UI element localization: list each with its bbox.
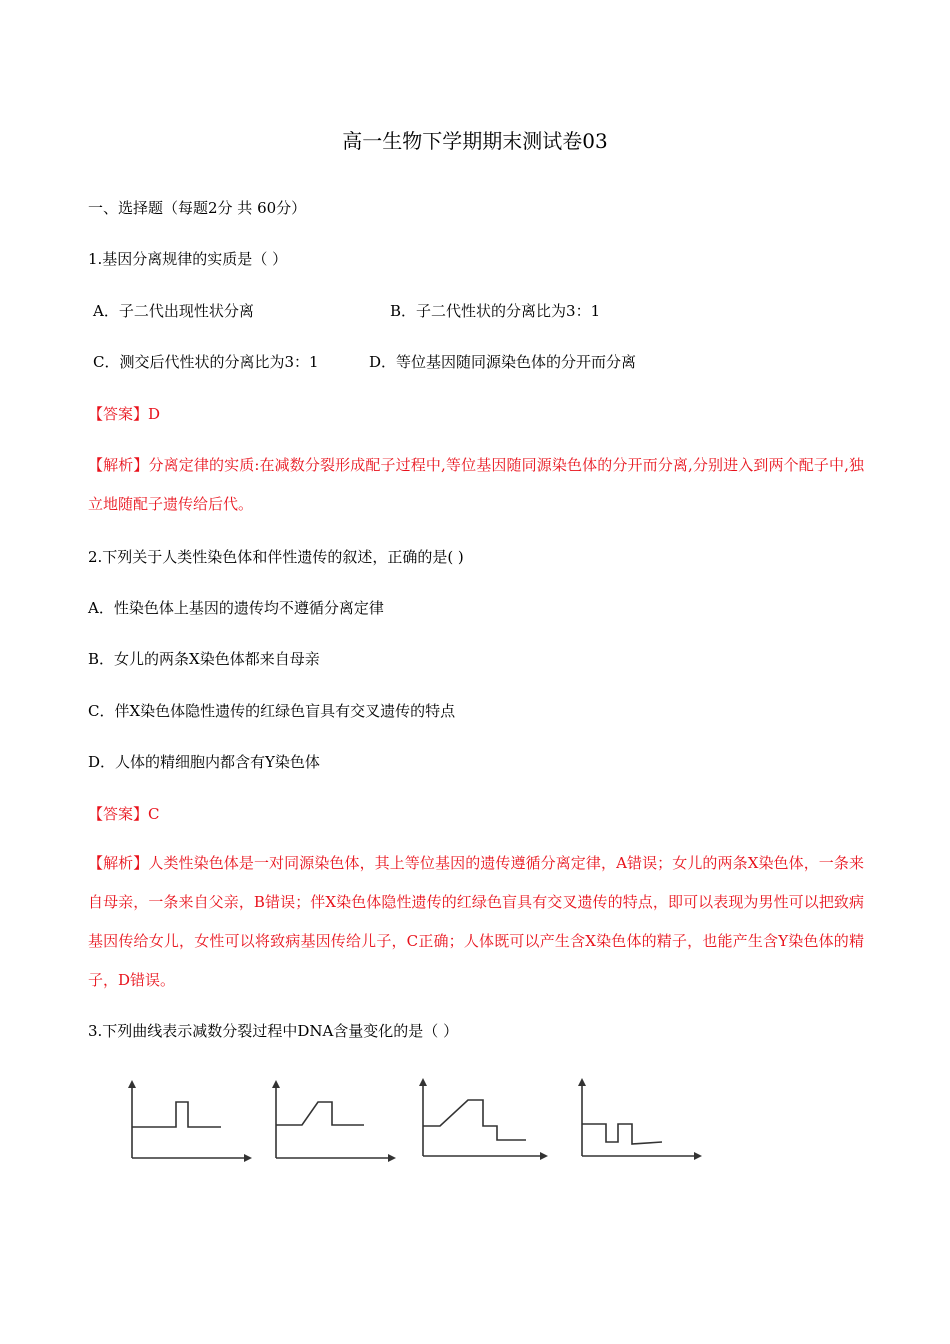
analysis-text: 分离定律的实质:在减数分裂形成配子过程中,等位基因随同源染色体的分开而分离,分别进入到两个配子中,独立地随配子遗传给后代。	[88, 456, 864, 513]
question-1-option-a: A．子二代出现性状分离	[93, 302, 254, 320]
section-heading: 一、选择题（每题2分 共 60分）	[88, 199, 307, 217]
dna-curve-figures	[126, 1072, 706, 1168]
question-2-stem: 2.下列关于人类性染色体和伴性遗传的叙述，正确的是( )	[88, 548, 464, 566]
question-1-answer: 【答案】D	[88, 405, 161, 423]
analysis-text: 人类性染色体是一对同源染色体，其上等位基因的遗传遵循分离定律，A错误；女儿的两条X染色体，一条来自母亲，一条来自父亲，B错误；伴X染色体隐性遗传的红绿色盲具有交叉遗传的特点，即可以表现为男性可以把致病基因传给女儿，女性可以将致病基因传给儿子，C正确；人体既可以产生含X染色体的精子，也能产生含Y染色体的精子，D错误。	[88, 854, 864, 989]
question-2-option-a: A．性染色体上基因的遗传均不遵循分离定律	[88, 599, 384, 617]
question-3-stem: 3.下列曲线表示减数分裂过程中DNA含量变化的是（ ）	[88, 1022, 459, 1040]
question-1-option-b: B．子二代性状的分离比为3：1	[390, 302, 601, 320]
question-2-option-d: D．人体的精细胞内都含有Y染色体	[88, 753, 320, 771]
analysis-label: 【解析】	[88, 854, 149, 872]
question-2-answer: 【答案】C	[88, 805, 160, 823]
question-2-analysis	[88, 844, 864, 1000]
graph-4	[582, 1080, 700, 1156]
question-1-stem: 1.基因分离规律的实质是（ ）	[88, 250, 288, 268]
page-title: 高一生物下学期期末测试卷03	[342, 129, 608, 153]
graph-3	[423, 1080, 546, 1156]
question-2-option-c: C．伴X染色体隐性遗传的红绿色盲具有交叉遗传的特点	[88, 702, 456, 720]
question-1-option-d: D．等位基因随同源染色体的分开而分离	[369, 353, 637, 371]
analysis-label: 【解析】	[88, 456, 149, 474]
graph-2	[276, 1082, 394, 1158]
graph-1	[132, 1082, 250, 1158]
question-1-analysis	[88, 446, 864, 524]
question-1-option-c: C．测交后代性状的分离比为3：1	[93, 353, 319, 371]
question-2-option-b: B．女儿的两条X染色体都来自母亲	[88, 650, 320, 668]
